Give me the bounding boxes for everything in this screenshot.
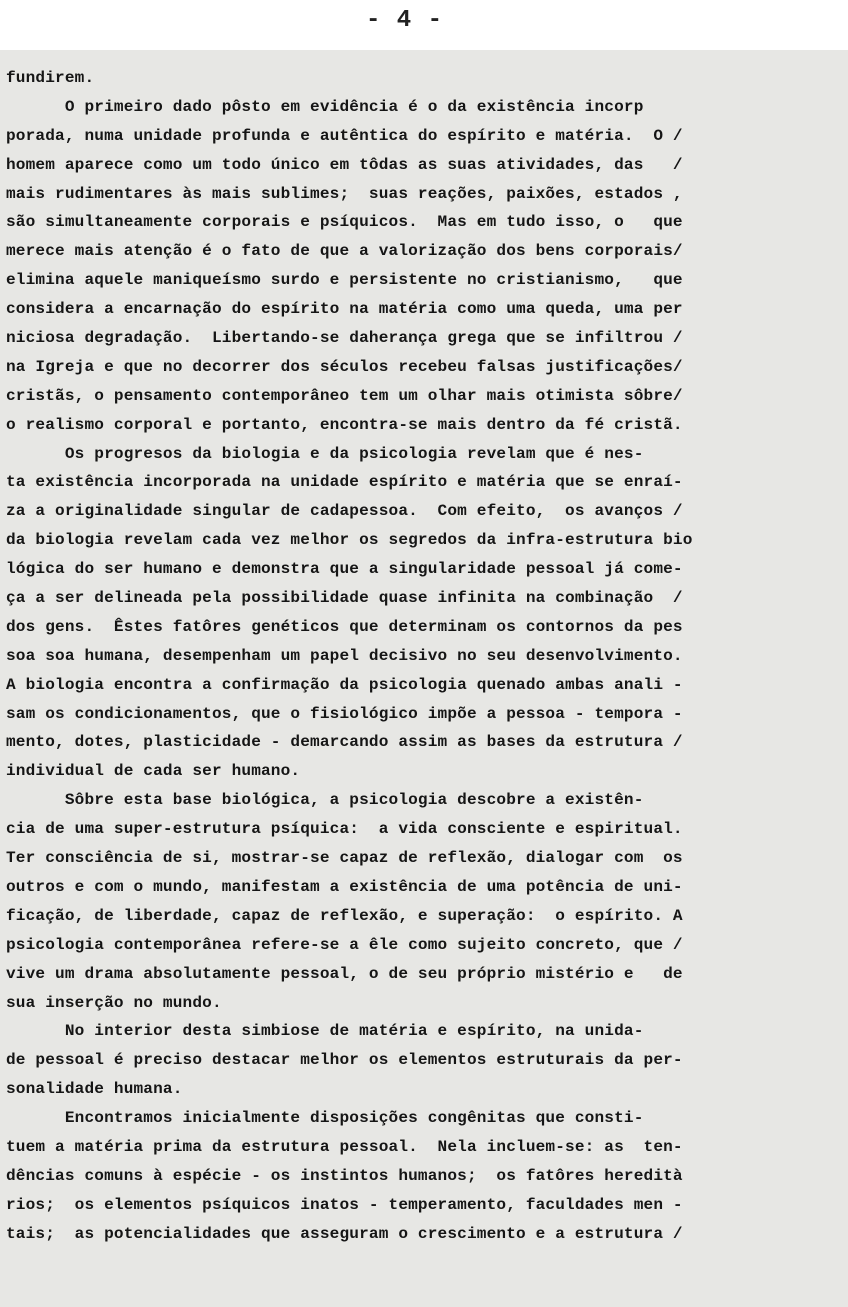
text-line: o realismo corporal e portanto, encontra-se mais dentro da fé cristã.	[6, 415, 683, 434]
text-line: ça a ser delineada pela possibilidade quase infinita na combinação /	[6, 589, 683, 608]
text-line: vive um drama absolutamente pessoal, o de seu próprio mistério e de	[6, 964, 683, 983]
text-line: O primeiro dado pôsto em evidência é o da existência incorp	[6, 97, 644, 116]
text-line: mento, dotes, plasticidade - demarcando assim as bases da estrutura /	[6, 733, 683, 752]
typewritten-text	[6, 64, 846, 1249]
text-line: Ter consciência de si, mostrar-se capaz de reflexão, dialogar com os	[6, 849, 683, 868]
text-line: Sôbre esta base biológica, a psicologia descobre a existên-	[6, 791, 644, 810]
text-line: elimina aquele maniqueísmo surdo e persistente no cristianismo, que	[6, 271, 683, 290]
text-line: são simultaneamente corporais e psíquicos. Mas em tudo isso, o que	[6, 213, 683, 232]
text-line: niciosa degradação. Libertando-se daherança grega que se infiltrou /	[6, 329, 683, 348]
text-line: merece mais atenção é o fato de que a valorização dos bens corporais/	[6, 242, 683, 261]
text-line: A biologia encontra a confirmação da psicologia quenado ambas anali -	[6, 675, 683, 694]
page-number: - 4 -	[366, 7, 444, 34]
text-line: homem aparece como um todo único em tôdas as suas atividades, das /	[6, 155, 683, 174]
text-line: fundirem.	[6, 69, 95, 87]
text-line: considera a encarnação do espírito na matéria como uma queda, uma per	[6, 300, 683, 319]
text-line: tuem a matéria prima da estrutura pessoal. Nela incluem-se: as ten-	[6, 1137, 683, 1156]
text-line: cia de uma super-estrutura psíquica: a vida consciente e espiritual.	[6, 820, 683, 839]
text-line: da biologia revelam cada vez melhor os segredos da infra-estrutura bio	[6, 531, 693, 550]
document-sheet	[0, 50, 848, 1307]
text-line: tais; as potencialidades que asseguram o crescimento e a estrutura /	[6, 1224, 683, 1243]
text-line: Encontramos inicialmente disposições congênitas que consti-	[6, 1109, 644, 1128]
text-line: na Igreja e que no decorrer dos séculos recebeu falsas justificações/	[6, 357, 683, 376]
text-line: sua inserção no mundo.	[6, 993, 222, 1012]
text-line: ta existência incorporada na unidade espírito e matéria que se enraí-	[6, 473, 683, 492]
text-line: za a originalidade singular de cadapessoa. Com efeito, os avanços /	[6, 502, 683, 521]
text-line: rios; os elementos psíquicos inatos - temperamento, faculdades men -	[6, 1195, 683, 1214]
page-header	[0, 0, 848, 50]
text-line: outros e com o mundo, manifestam a existência de uma potência de uni-	[6, 877, 683, 896]
text-line: mais rudimentares às mais sublimes; suas reações, paixões, estados ,	[6, 184, 683, 203]
text-line: ficação, de liberdade, capaz de reflexão, e superação: o espírito. A	[6, 906, 683, 925]
text-line: de pessoal é preciso destacar melhor os elementos estruturais da per-	[6, 1051, 683, 1070]
text-line: lógica do ser humano e demonstra que a singularidade pessoal já come-	[6, 560, 683, 579]
text-line: individual de cada ser humano.	[6, 762, 301, 781]
text-line: dos gens. Êstes fatôres genéticos que determinam os contornos da pes	[6, 617, 683, 636]
text-line: sam os condicionamentos, que o fisiológico impõe a pessoa - tempora -	[6, 704, 683, 723]
text-line: psicologia contemporânea refere-se a êle como sujeito concreto, que /	[6, 935, 683, 954]
text-line: sonalidade humana.	[6, 1080, 183, 1099]
text-line: Os progresos da biologia e da psicologia revelam que é nes-	[6, 444, 644, 463]
text-line: porada, numa unidade profunda e autêntica do espírito e matéria. O /	[6, 126, 683, 145]
text-line: cristãs, o pensamento contemporâneo tem um olhar mais otimista sôbre/	[6, 386, 683, 405]
text-line: dências comuns à espécie - os instintos humanos; os fatôres heredità	[6, 1166, 683, 1185]
text-line: soa soa humana, desempenham um papel decisivo no seu desenvolvimento.	[6, 646, 683, 665]
text-line: No interior desta simbiose de matéria e espírito, na unida-	[6, 1022, 644, 1041]
